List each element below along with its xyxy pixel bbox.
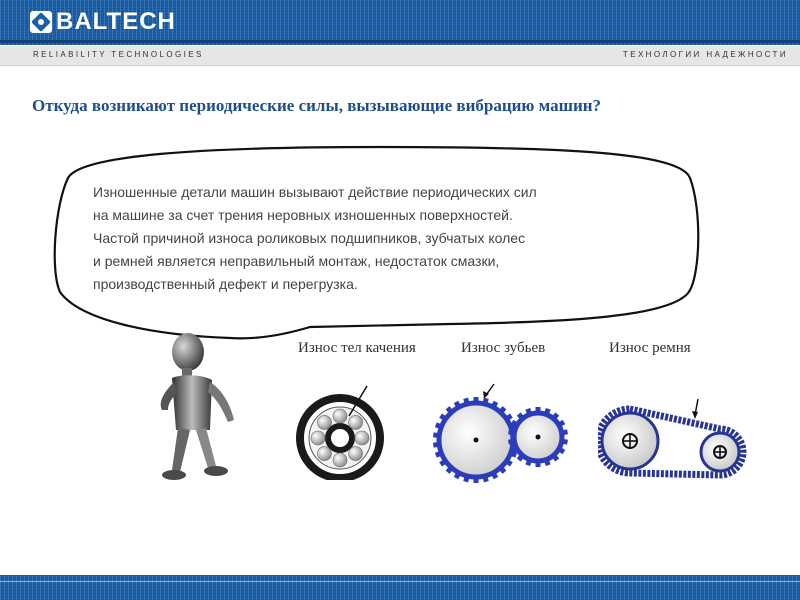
bearing-ball	[311, 431, 325, 445]
bubble-line: производственный дефект и перегрузка.	[93, 276, 358, 292]
bubble-text	[93, 181, 693, 296]
label-rolling-element-wear: Износ тел качения	[298, 340, 416, 356]
footer-band	[0, 575, 800, 600]
logo-text: BALTECH	[56, 8, 176, 35]
tagline-right: ТЕХНОЛОГИИ НАДЕЖНОСТИ	[622, 50, 788, 59]
tagline-left: RELIABILITY TECHNOLOGIES	[33, 50, 204, 59]
bearing-ball	[349, 415, 363, 429]
bearing-ball	[349, 447, 363, 461]
person-figure-icon	[150, 330, 260, 500]
label-gear-teeth-wear: Износ зубьев	[461, 340, 546, 356]
rolling-bearing-icon	[295, 380, 385, 480]
gear-pair-icon	[428, 380, 573, 490]
slide-title: Откуда возникают периодические силы, вызывающие вибрацию машин?	[32, 96, 602, 115]
bearing-ball	[355, 431, 369, 445]
bearing-ball	[317, 415, 331, 429]
label-belt-wear: Износ ремня	[609, 340, 691, 356]
bearing-ball	[333, 453, 347, 467]
bubble-line: и ремней является неправильный монтаж, недостаток смазки,	[93, 253, 500, 269]
bubble-line: на машине за счет трения неровных изношенных поверхностей.	[93, 207, 513, 223]
bubble-line: Частой причиной износа роликовых подшипников, зубчатых колес	[93, 230, 526, 246]
bearing-ball	[317, 447, 331, 461]
bubble-line: Изношенные детали машин вызывают действие периодических сил	[93, 184, 537, 200]
belt-drive-icon	[598, 395, 748, 490]
bearing-ball	[333, 409, 347, 423]
